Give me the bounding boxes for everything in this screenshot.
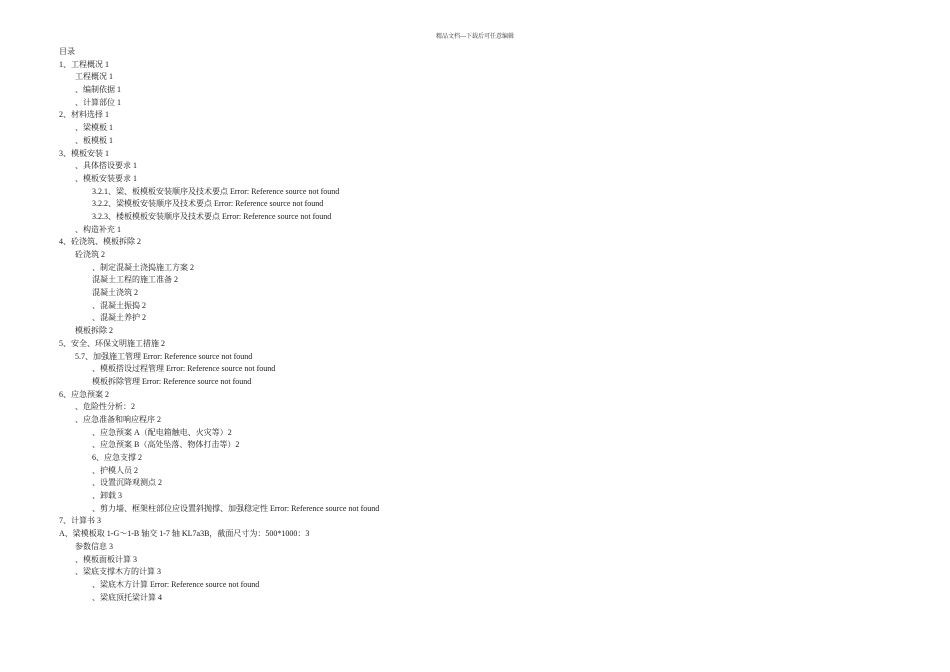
- toc-item: 、具体搭设要求 1: [75, 161, 137, 171]
- toc-item: 、剪力墙、框架柱部位应设置斜抛撑、加强稳定性 Error: Reference source not found: [92, 503, 380, 513]
- toc-item: 、卸载 3: [92, 491, 122, 501]
- toc-item: 、模板安装要求 1: [75, 173, 137, 183]
- toc-item: 、混凝土养护 2: [92, 313, 146, 323]
- toc-heading: 6、应急预案 2: [59, 389, 109, 399]
- toc-item: 6、应急支撑 2: [92, 453, 142, 462]
- toc-item: 模板拆除 2: [75, 326, 113, 336]
- toc-item: 、构造补充 1: [75, 224, 121, 234]
- toc-item: 、混凝土振捣 2: [92, 300, 146, 310]
- toc-item: 、计算部位 1: [75, 97, 121, 107]
- toc-item: 、板模板 1: [75, 135, 113, 145]
- table-of-contents: [59, 46, 919, 604]
- page-header: 精品文档---下载后可任意编辑: [436, 34, 514, 40]
- toc-item: 、应急预案 A（配电箱触电、火灾等）2: [92, 427, 232, 437]
- toc-item: 、梁底木方计算 Error: Reference source not found: [92, 579, 260, 589]
- toc-item: 3.2.2、梁模板安装顺序及技术要点 Error: Reference source not found: [92, 199, 324, 209]
- toc-item: 、梁模板 1: [75, 123, 113, 133]
- toc-item: 混凝土工程的施工准备 2: [92, 275, 178, 285]
- toc-item: 3.2.3、楼板模板安装顺序及技术要点 Error: Reference source not found: [92, 211, 332, 221]
- toc-item: 、应急准备和响应程序 2: [75, 414, 161, 424]
- toc-heading: 2、材料选择 1: [59, 110, 109, 120]
- toc-item: 5.7、加强施工管理 Error: Reference source not found: [75, 351, 253, 361]
- toc-heading: A、梁模板取 1-G～1-B 轴交 1-7 轴 KL7a3B，截面尺寸为：500*1000：3: [59, 529, 310, 539]
- toc-heading: 1、工程概况 1: [59, 59, 109, 69]
- toc-item: 、模板面板计算 3: [75, 554, 137, 564]
- toc-item: 、编制依据 1: [75, 85, 121, 95]
- toc-item: 、护模人员 2: [92, 465, 138, 475]
- toc-heading: 7、计算书 3: [59, 516, 101, 526]
- toc-item: 工程概况 1: [75, 72, 113, 82]
- toc-item: 模板拆除管理 Error: Reference source not found: [92, 376, 252, 386]
- toc-heading: 目录: [59, 47, 75, 56]
- toc-item: 、危险性分析：2: [75, 402, 135, 412]
- toc-item: 、制定混凝土浇捣施工方案 2: [92, 262, 194, 272]
- toc-item: 、梁底支撑木方的计算 3: [75, 567, 161, 577]
- toc-heading: 4、砼浇筑、模板拆除 2: [59, 237, 141, 247]
- toc-heading: 3、模板安装 1: [59, 148, 109, 158]
- toc-item: 、设置沉降观测点 2: [92, 478, 162, 488]
- toc-heading: 5、安全、环保文明施工措施 2: [59, 338, 165, 348]
- toc-item: 、应急预案 B（高处坠落、物体打击等）2: [92, 440, 240, 450]
- toc-item: 3.2.1、梁、板模板安装顺序及技术要点 Error: Reference source not found: [92, 186, 340, 196]
- toc-item: 参数信息 3: [75, 541, 113, 551]
- toc-item: 混凝土浇筑 2: [92, 288, 138, 298]
- toc-item: 、模板搭设过程管理 Error: Reference source not found: [92, 364, 276, 374]
- toc-item: 砼浇筑 2: [75, 250, 105, 259]
- toc-item: 、梁底顶托梁计算 4: [92, 592, 162, 602]
